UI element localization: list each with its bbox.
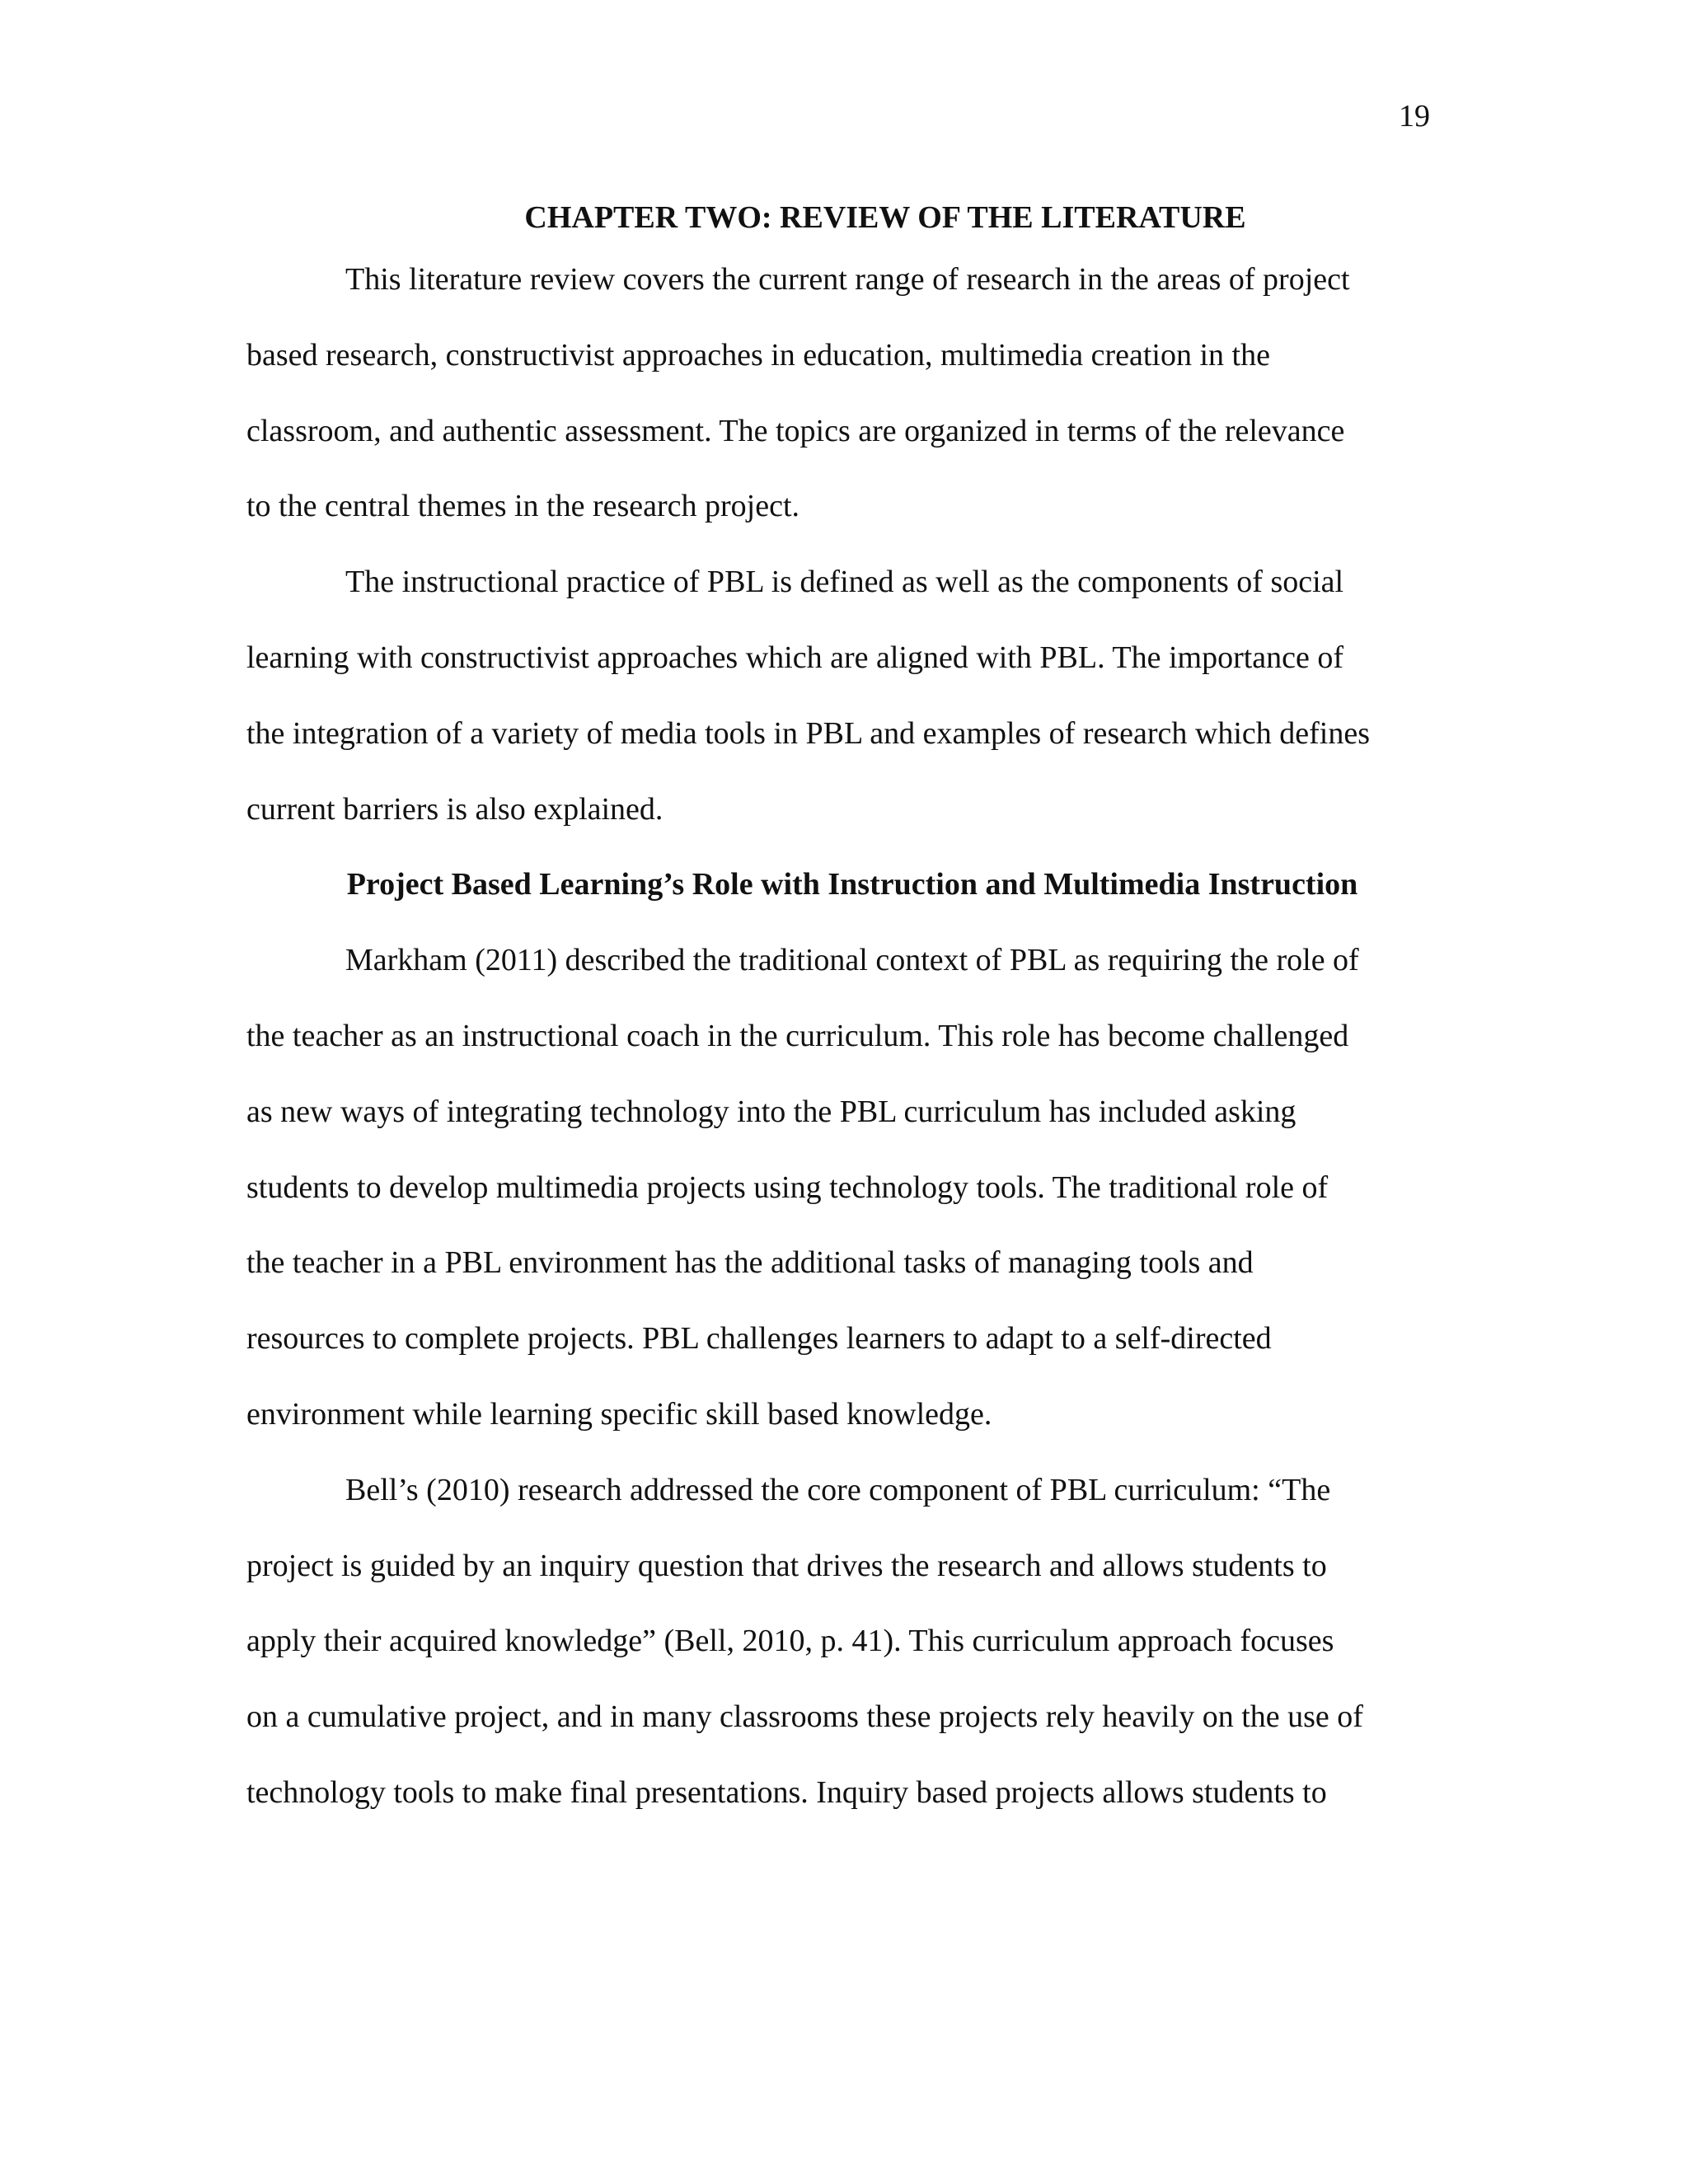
page-content — [246, 193, 1442, 1831]
paragraph-overview — [246, 545, 1442, 847]
paragraph-line: technology tools to make final presentations. Inquiry based projects allows students to — [246, 1774, 1327, 1810]
page-number: 19 — [1399, 99, 1430, 134]
paragraph-line: apply their acquired knowledge” (Bell, 2010, p. 41). This curriculum approach focuses — [246, 1624, 1334, 1659]
paragraph-line: Markham (2011) described the traditional context of PBL as requiring the role of — [345, 943, 1359, 978]
paragraph-line: the teacher as an instructional coach in the curriculum. This role has become challenged — [246, 1018, 1349, 1053]
paragraph-line: the teacher in a PBL environment has the additional tasks of managing tools and — [246, 1245, 1254, 1281]
paragraph-line: classroom, and authentic assessment. The topics are organized in terms of the relevance — [246, 413, 1345, 448]
paragraph-line: current barriers is also explained. — [246, 791, 663, 827]
paragraph-bell — [246, 1453, 1442, 1831]
paragraph-line: learning with constructivist approaches which are aligned with PBL. The importance of — [246, 640, 1344, 675]
paragraph-line: based research, constructivist approaches in education, multimedia creation in the — [246, 337, 1270, 373]
paragraph-intro — [246, 242, 1442, 545]
paragraph-line: resources to complete projects. PBL challenges learners to adapt to a self-directed — [246, 1321, 1272, 1357]
paragraph-line: environment while learning specific skill based knowledge. — [246, 1396, 992, 1432]
body-text — [246, 242, 1442, 1831]
paragraph-line: the integration of a variety of media tools in PBL and examples of research which defines — [246, 715, 1370, 751]
paragraph-line: project is guided by an inquiry question that drives the research and allows students to — [246, 1548, 1327, 1583]
paragraph-line: to the central themes in the research project. — [246, 489, 800, 524]
section-heading: Project Based Learning’s Role with Instruction and Multimedia Instruction — [346, 867, 1358, 902]
paragraph-line: as new ways of integrating technology into the PBL curriculum has included asking — [246, 1094, 1296, 1129]
paragraph-line: students to develop multimedia projects using technology tools. The traditional role of — [246, 1169, 1329, 1205]
paragraph-line: The instructional practice of PBL is defined as well as the components of social — [345, 565, 1344, 600]
chapter-title: CHAPTER TWO: REVIEW OF THE LITERATURE — [524, 200, 1246, 235]
paragraph-line: This literature review covers the current range of research in the areas of project — [345, 262, 1350, 297]
paragraph-line: on a cumulative project, and in many classrooms these projects rely heavily on the use of — [246, 1699, 1363, 1735]
paragraph-markham — [246, 923, 1442, 1453]
paragraph-line: Bell’s (2010) research addressed the core component of PBL curriculum: “The — [345, 1472, 1331, 1507]
